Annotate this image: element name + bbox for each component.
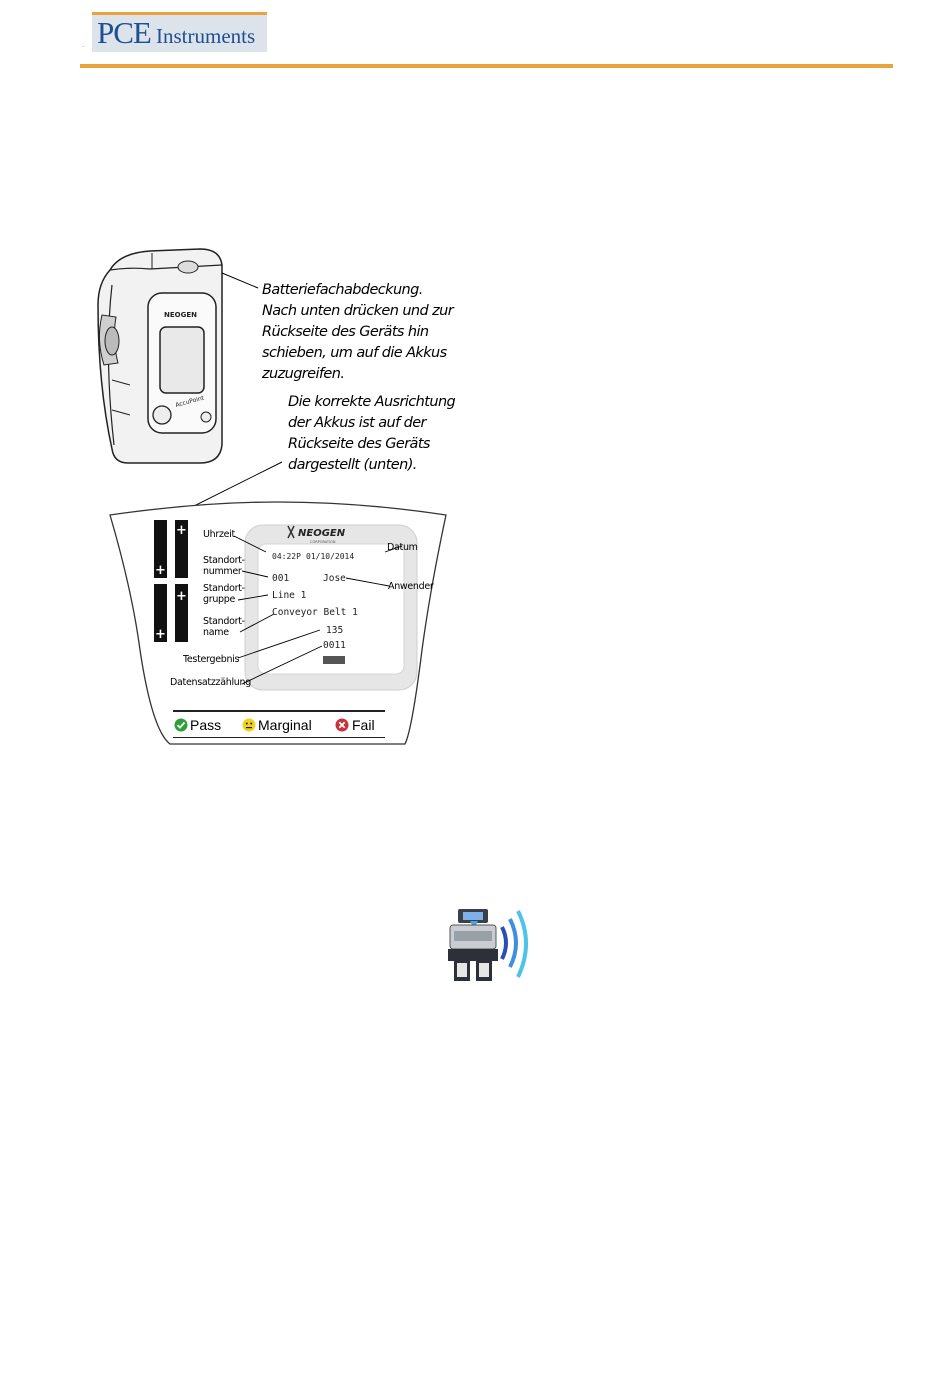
screen-location-number: 001 [272,573,290,584]
screen-brand-sub: CORPORATION [310,540,336,544]
cover-callout-line: schieben, um auf die Akkus [262,345,447,361]
cover-callout [262,280,453,385]
label-line: gruppe [203,594,236,605]
orientation-callout-line: der Akkus ist auf der [288,415,426,431]
label-line: Standort- [203,583,245,594]
pass-icon [174,718,188,732]
device-brand-label: NEOGEN [164,311,197,319]
label-line: Standort- [203,616,245,627]
legend-marginal: Marginal [258,717,312,733]
cover-callout-line: Rückseite des Geräts hin [262,324,429,340]
label-line: name [203,627,229,638]
legend-rule-bottom [173,737,385,738]
label-standort-name [203,616,245,638]
label-standort-nummer [203,555,245,577]
orientation-callout-line: Die korrekte Ausrichtung [288,394,456,410]
label-line: nummer [203,566,242,577]
screen-location-name: Conveyor Belt 1 [272,607,358,618]
fail-icon [335,718,349,732]
orientation-callout [288,392,455,476]
legend-fail: Fail [352,717,375,733]
legend-rule-top [173,710,385,712]
screen-test-result: 135 [326,625,344,636]
back-panel-diagram [100,500,460,750]
svg-text:+: + [155,563,166,578]
orientation-callout-line: dargestellt (unten). [288,457,417,473]
screen-time: 04:22P [272,552,301,561]
label-line: Standort- [203,555,245,566]
label-anwender: Anwender [388,581,434,592]
usb-wireless-icon [444,905,529,987]
logo-pce-text: PCE [97,15,151,50]
screen-brand-label: NEOGEN [298,528,346,539]
device-model-label: AccuPoint [174,394,205,409]
marginal-icon [242,718,256,732]
svg-text:+: + [176,523,187,538]
screen-location-group: Line 1 [272,590,307,601]
label-standort-gruppe [203,583,245,605]
screen-record-count: 0011 [323,640,346,651]
label-datensatz: Datensatzzählung [170,677,251,688]
logo-instruments-text: Instruments [156,24,256,48]
cover-callout-line: Nach unten drücken und zur [262,303,454,319]
label-testergebnis: Testergebnis [183,654,240,665]
svg-text:+: + [155,627,166,642]
legend-pass: Pass [190,717,222,733]
screen-date: 01/10/2014 [306,552,355,561]
svg-text:+: + [176,589,187,604]
label-uhrzeit: Uhrzeit [203,529,235,540]
screen-user: Jose [323,573,346,584]
cover-callout-line: zuzugreifen. [262,366,345,382]
logo-mark: . [82,40,85,49]
cover-callout-line: Batteriefachabdeckung. [262,282,423,298]
label-datum: Datum [387,542,418,553]
orientation-callout-line: Rückseite des Geräts [288,436,430,452]
